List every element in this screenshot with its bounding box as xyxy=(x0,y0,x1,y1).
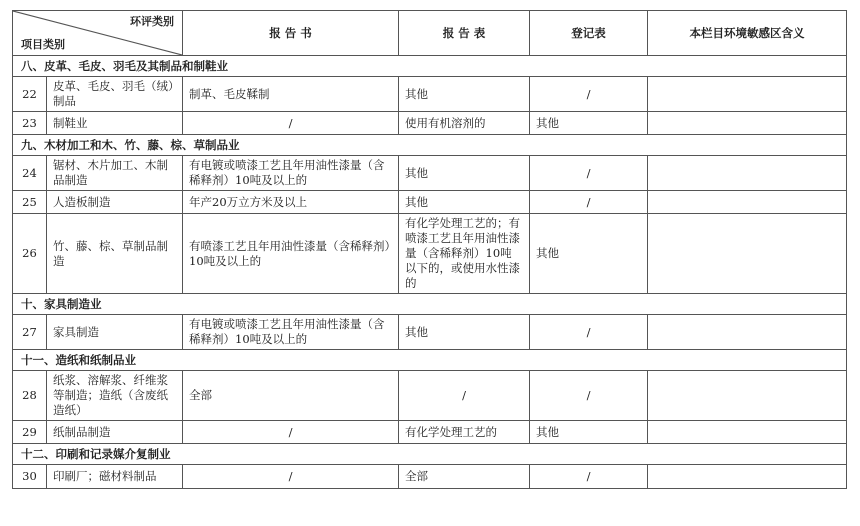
header-sensitive-area: 本栏目环境敏感区含义 xyxy=(648,11,847,56)
report-form-cell: / xyxy=(399,371,530,421)
section-header xyxy=(13,135,847,156)
corner-top-label: 环评类别 xyxy=(130,15,174,28)
row-number: 25 xyxy=(13,191,47,214)
report-form-cell: 其他 xyxy=(399,77,530,112)
table-row xyxy=(13,191,847,214)
table-row xyxy=(13,77,847,112)
sensitive-area-cell xyxy=(648,112,847,135)
table-row xyxy=(13,371,847,421)
section-header xyxy=(13,350,847,371)
sensitive-area-cell xyxy=(648,77,847,112)
section-title: 十、家具制造业 xyxy=(13,294,847,315)
section-title: 八、皮革、毛皮、羽毛及其制品和制鞋业 xyxy=(13,56,847,77)
row-number: 30 xyxy=(13,465,47,489)
registration-cell: / xyxy=(530,465,648,489)
report-book-cell: / xyxy=(183,465,399,489)
section-header xyxy=(13,294,847,315)
registration-cell: / xyxy=(530,315,648,350)
registration-cell: 其他 xyxy=(530,421,648,444)
report-book-cell: / xyxy=(183,421,399,444)
sensitive-area-cell xyxy=(648,315,847,350)
row-number: 28 xyxy=(13,371,47,421)
project-category: 纸制品制造 xyxy=(47,421,183,444)
registration-cell: / xyxy=(530,156,648,191)
header-report-form: 报 告 表 xyxy=(399,11,530,56)
table-row xyxy=(13,315,847,350)
report-form-cell: 有化学处理工艺的 xyxy=(399,421,530,444)
project-category: 锯材、木片加工、木制品制造 xyxy=(47,156,183,191)
project-category: 制鞋业 xyxy=(47,112,183,135)
registration-cell: 其他 xyxy=(530,214,648,294)
section-title: 九、木材加工和木、竹、藤、棕、草制品业 xyxy=(13,135,847,156)
report-book-cell: 年产20万立方米及以上 xyxy=(183,191,399,214)
report-form-cell: 有化学处理工艺的；有喷漆工艺且年用油性漆量（含稀释剂）10吨以下的，或使用水性漆的 xyxy=(399,214,530,294)
sensitive-area-cell xyxy=(648,191,847,214)
table-row xyxy=(13,112,847,135)
table-row xyxy=(13,465,847,489)
row-number: 24 xyxy=(13,156,47,191)
sensitive-area-cell xyxy=(648,465,847,489)
header-corner-cell xyxy=(13,11,183,56)
row-number: 23 xyxy=(13,112,47,135)
report-form-cell: 其他 xyxy=(399,315,530,350)
sensitive-area-cell xyxy=(648,371,847,421)
table-row xyxy=(13,421,847,444)
sensitive-area-cell xyxy=(648,156,847,191)
project-category: 竹、藤、棕、草制品制造 xyxy=(47,214,183,294)
report-book-cell: 制革、毛皮鞣制 xyxy=(183,77,399,112)
project-category: 皮革、毛皮、羽毛（绒）制品 xyxy=(47,77,183,112)
registration-cell: / xyxy=(530,371,648,421)
section-title: 十二、印刷和记录媒介复制业 xyxy=(13,444,847,465)
registration-cell: / xyxy=(530,77,648,112)
table-row xyxy=(13,156,847,191)
table-row xyxy=(13,214,847,294)
row-number: 27 xyxy=(13,315,47,350)
header-registration: 登记表 xyxy=(530,11,648,56)
section-header xyxy=(13,444,847,465)
row-number: 26 xyxy=(13,214,47,294)
section-title: 十一、造纸和纸制品业 xyxy=(13,350,847,371)
project-category: 印刷厂；磁材料制品 xyxy=(47,465,183,489)
report-book-cell: 有喷漆工艺且年用油性漆量（含稀释剂）10吨及以上的 xyxy=(183,214,399,294)
report-book-cell: 有电镀或喷漆工艺且年用油性漆量（含稀释剂）10吨及以上的 xyxy=(183,315,399,350)
sensitive-area-cell xyxy=(648,214,847,294)
report-form-cell: 其他 xyxy=(399,191,530,214)
sensitive-area-cell xyxy=(648,421,847,444)
registration-cell: 其他 xyxy=(530,112,648,135)
header-row xyxy=(13,11,847,56)
project-category: 家具制造 xyxy=(47,315,183,350)
environmental-assessment-table xyxy=(12,10,847,489)
corner-bottom-label: 项目类别 xyxy=(21,38,65,51)
report-form-cell: 全部 xyxy=(399,465,530,489)
project-category: 人造板制造 xyxy=(47,191,183,214)
project-category: 纸浆、溶解浆、纤维浆等制造；造纸（含废纸造纸） xyxy=(47,371,183,421)
report-book-cell: / xyxy=(183,112,399,135)
report-form-cell: 使用有机溶剂的 xyxy=(399,112,530,135)
section-header xyxy=(13,56,847,77)
header-report-book: 报 告 书 xyxy=(183,11,399,56)
report-book-cell: 有电镀或喷漆工艺且年用油性漆量（含稀释剂）10吨及以上的 xyxy=(183,156,399,191)
report-form-cell: 其他 xyxy=(399,156,530,191)
row-number: 22 xyxy=(13,77,47,112)
registration-cell: / xyxy=(530,191,648,214)
report-book-cell: 全部 xyxy=(183,371,399,421)
row-number: 29 xyxy=(13,421,47,444)
